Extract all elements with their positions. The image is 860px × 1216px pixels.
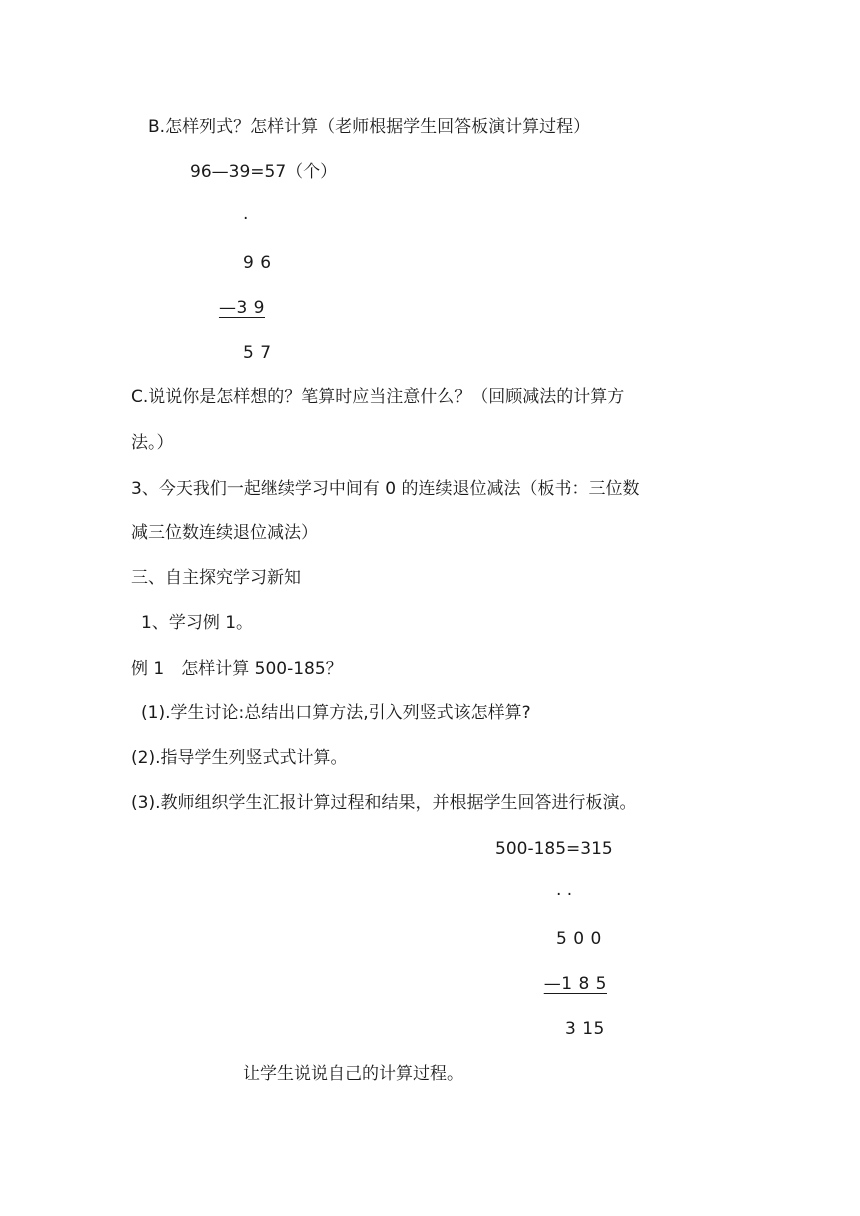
question-c-continued: 法。） <box>131 433 174 453</box>
question-c: C.说说你是怎样想的？笔算时应当注意什么？（回顾减法的计算方 <box>131 387 625 407</box>
example-1: 例 1 怎样计算 500-185？ <box>131 659 343 679</box>
vertical-minuend-500: 5 0 0 <box>556 929 602 949</box>
section-heading-3: 三、自主探究学习新知 <box>131 568 301 588</box>
vertical-subtrahend-185: —1 8 5 <box>543 974 607 994</box>
step-3: (3).教师组织学生汇报计算过程和结果，并根据学生回答进行板演。 <box>131 793 637 813</box>
step-1: (1).学生讨论:总结出口算方法,引入列竖式该怎样算? <box>141 703 531 723</box>
closing-instruction: 让学生说说自己的计算过程。 <box>243 1064 464 1084</box>
paragraph-3-continued: 减三位数连续退位减法） <box>131 523 318 543</box>
paragraph-3: 3、今天我们一起继续学习中间有 0 的连续退位减法（板书：三位数 <box>131 479 640 499</box>
vertical-result: 5 7 <box>243 343 272 363</box>
question-b: B.怎样列式？怎样计算（老师根据学生回答板演计算过程） <box>148 117 591 137</box>
vertical-subtrahend: —3 9 <box>218 298 265 318</box>
equation-500-185: 500-185=315 <box>495 839 613 859</box>
equation-96-39: 96—39=57（个） <box>190 162 338 182</box>
step-2: (2).指导学生列竖式式计算。 <box>131 748 348 768</box>
borrow-dots: · · <box>556 885 573 905</box>
borrow-dot: · <box>243 209 249 229</box>
item-learn-example-1: 1、学习例 1。 <box>141 613 254 633</box>
vertical-result-315: 3 15 <box>565 1019 605 1039</box>
vertical-minuend: 9 6 <box>243 253 272 273</box>
